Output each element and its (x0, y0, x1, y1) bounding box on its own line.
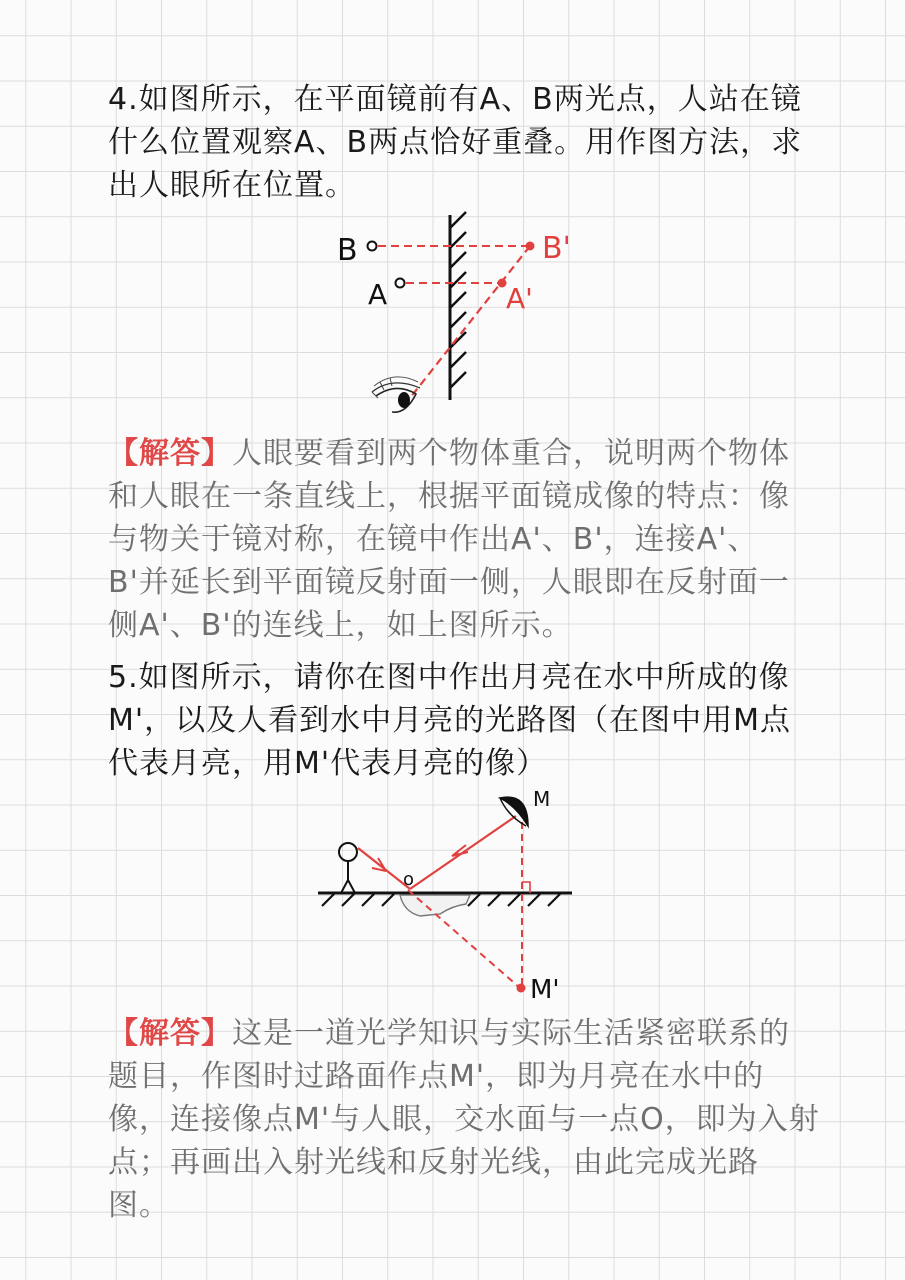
label-m-image: M' (530, 975, 560, 1005)
label-o: o (403, 869, 415, 890)
point-m-image (517, 984, 526, 993)
person-icon (339, 843, 357, 893)
question-4: 4.如图所示，在平面镜前有A、B两光点，人站在镜什么位置观察A、B两点恰好重叠。用作图方法，求出人眼所在位置。 (108, 82, 803, 203)
water-puddle (400, 895, 470, 916)
answer-tag: 【解答】 (108, 1016, 232, 1051)
answer-4-text: 人眼要看到两个物体重合，说明两个物体和人眼在一条直线上，根据平面镜成像的特点：像与物关于镜对称，在镜中作出A'、B'，连接A'、B'并延长到平面镜反射面一侧，人眼即在反射面一侧A'、B'的连线上，如上图所示。 (108, 436, 790, 643)
label-a-image: A' (506, 282, 533, 315)
label-m: M (533, 787, 551, 811)
right-angle-mark (522, 882, 530, 893)
label-a: A (368, 278, 388, 311)
answer-5 (108, 1012, 820, 1227)
answer-5-text: 这是一道光学知识与实际生活紧密联系的题目，作图时过路面作点M'，即为月亮在水中的像，连接像点M'与人眼，交水面与一点O，即为入射点；再画出入射光线和反射光线，由此完成光路图。 (108, 1016, 820, 1223)
moon-icon (500, 797, 528, 826)
question-5: 5.如图所示，请你在图中作出月亮在水中所成的像M'，以及人看到水中月亮的光路图（在图中用M点代表月亮，用M'代表月亮的像） (108, 660, 792, 781)
answer-tag: 【解答】 (108, 436, 232, 471)
label-b-image: B' (542, 231, 571, 266)
label-b: B (337, 233, 358, 268)
